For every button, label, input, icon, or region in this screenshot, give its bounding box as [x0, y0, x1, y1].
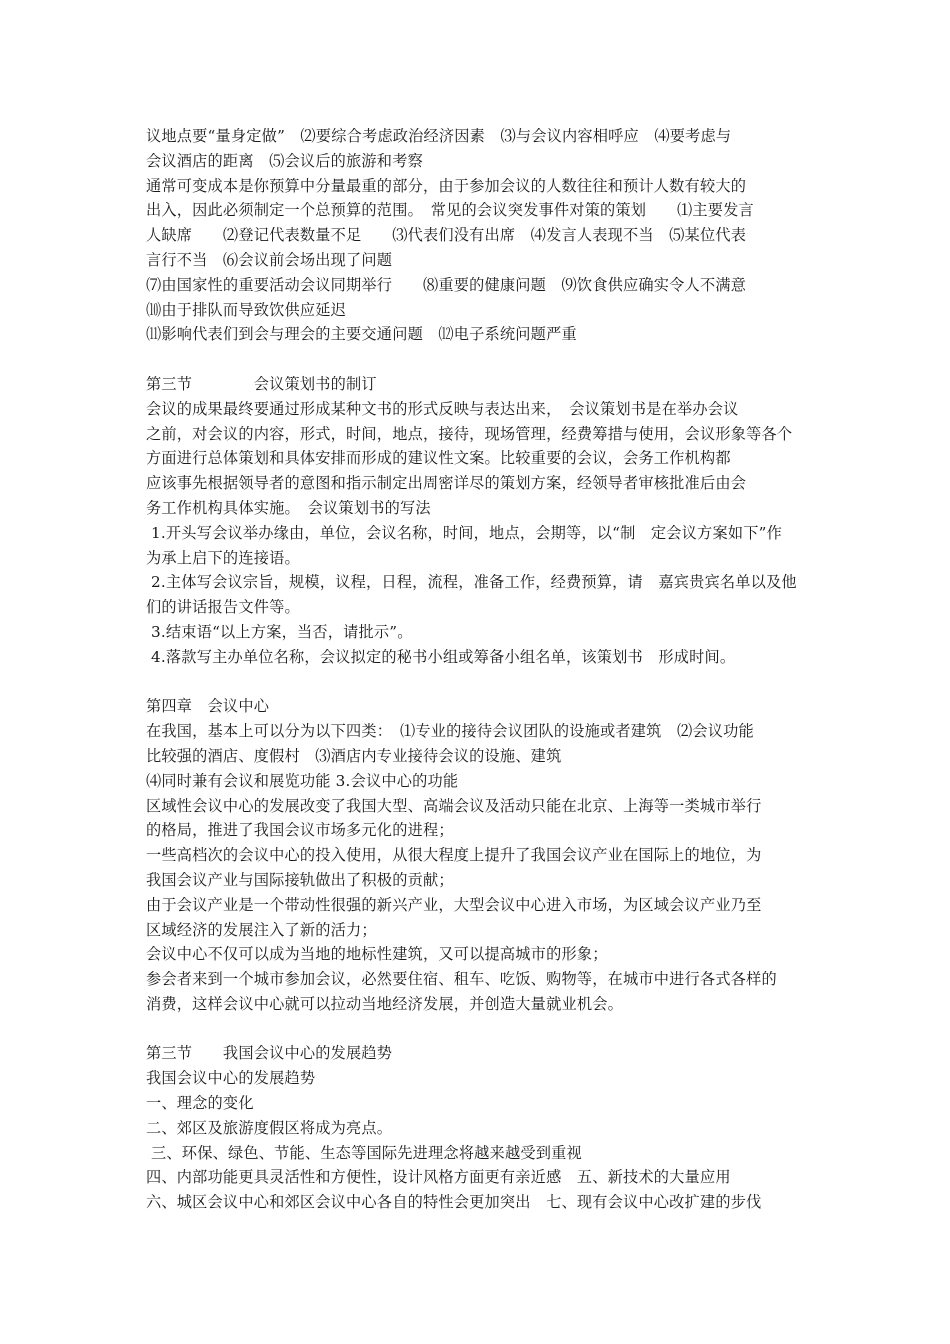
section-heading: 第三节 我国会议中心的发展趋势 [146, 1044, 393, 1063]
text-line: ⑺由国家性的重要活动会议同期举行 ⑻重要的健康问题 ⑼饮食供应确实令人不满意 [146, 275, 747, 294]
text-line: 二、郊区及旅游度假区将成为亮点。 [146, 1118, 393, 1137]
text-line: 方面进行总体策划和具体安排而形成的建议性文案。比较重要的会议，会务工作机构都 [146, 449, 731, 468]
text-line: ⑾影响代表们到会与理会的主要交通问题 ⑿电子系统问题严重 [146, 325, 577, 344]
text-line: 会议的成果最终要通过形成某种文书的形式反映与表达出来， 会议策划书是在举办会议 [146, 399, 739, 418]
text-line: 为承上启下的连接语。 [146, 548, 300, 567]
section-heading: 第三节 会议策划书的制订 [146, 374, 377, 393]
text-line: 2.主体写会议宗旨，规模，议程，日程，流程，准备工作，经费预算，请 嘉宾贵宾名单以及他 [146, 573, 797, 592]
paragraph-gap [146, 670, 810, 695]
text-line: 出入，因此必须制定一个总预算的范围。 常见的会议突发事件对策的策划 ⑴主要发言 [146, 201, 754, 220]
text-line: 会议中心不仅可以成为当地的地标性建筑，又可以提高城市的形象； [146, 945, 608, 964]
text-line: 一、理念的变化 [146, 1094, 254, 1113]
paragraph-gap [146, 1017, 810, 1042]
text-line: 我国会议产业与国际接轨做出了积极的贡献； [146, 870, 454, 889]
text-line: 4.落款写主办单位名称，会议拟定的秘书小组或筹备小组名单，该策划书 形成时间。 [146, 647, 736, 666]
text-line: 消费，这样会议中心就可以拉动当地经济发展，并创造大量就业机会。 [146, 994, 624, 1013]
text-line: 三、环保、绿色、节能、生态等国际先进理念将越来越受到重视 [146, 1143, 582, 1162]
text-line: ⑷同时兼有会议和展览功能 3.会议中心的功能 [146, 771, 459, 790]
text-line: 通常可变成本是你预算中分量最重的部分，由于参加会议的人数往往和预计人数有较大的 [146, 176, 747, 195]
text-line: 参会者来到一个城市参加会议，必然要住宿、租车、吃饭、购物等，在城市中进行各式各样的 [146, 970, 777, 989]
text-line: 一些高档次的会议中心的投入使用，从很大程度上提升了我国会议产业在国际上的地位，为 [146, 846, 762, 865]
section-heading: 第四章 会议中心 [146, 697, 270, 716]
text-line: 区域经济的发展注入了新的活力； [146, 920, 377, 939]
document-body [146, 124, 810, 1215]
text-line: 由于会议产业是一个带动性很强的新兴产业，大型会议中心进入市场，为区域会议产业乃至 [146, 895, 762, 914]
text-line: ⑽由于排队而导致饮供应延迟 [146, 300, 347, 319]
text-line: 1.开头写会议举办缘由，单位，会议名称，时间，地点，会期等，以“制 定会议方案如下”作 [146, 523, 782, 542]
text-line: 人缺席 ⑵登记代表数量不足 ⑶代表们没有出席 ⑷发言人表现不当 ⑸某位代表 [146, 226, 747, 245]
paragraph-gap [146, 347, 810, 372]
text-line: 四、内部功能更具灵活性和方便性，设计风格方面更有亲近感 五、新技术的大量应用 [146, 1168, 731, 1187]
text-line: 务工作机构具体实施。 会议策划书的写法 [146, 498, 431, 517]
text-line: 之前，对会议的内容，形式，时间，地点，接待，现场管理，经费筹措与使用，会议形象等各个 [146, 424, 793, 443]
text-line: 3.结束语“以上方案，当否，请批示”。 [146, 622, 413, 641]
text-line: 言行不当 ⑹会议前会场出现了问题 [146, 250, 393, 269]
text-line: 区域性会议中心的发展改变了我国大型、高端会议及活动只能在北京、上海等一类城市举行 [146, 796, 762, 815]
text-line: 比较强的酒店、度假村 ⑶酒店内专业接待会议的设施、建筑 [146, 746, 562, 765]
text-line: 的格局，推进了我国会议市场多元化的进程； [146, 821, 454, 840]
text-line: 议地点要“量身定做” ⑵要综合考虑政治经济因素 ⑶与会议内容相呼应 ⑷要考虑与 [146, 127, 732, 145]
text-line: 应该事先根据领导者的意图和指示制定出周密详尽的策划方案，经领导者审核批准后由会 [146, 474, 747, 493]
text-line: 我国会议中心的发展趋势 [146, 1069, 316, 1088]
text-line: 在我国，基本上可以分为以下四类： ⑴专业的接待会议团队的设施或者建筑 ⑵会议功能 [146, 722, 754, 741]
text-line: 会议酒店的距离 ⑸会议后的旅游和考察 [146, 151, 423, 170]
text-line: 六、城区会议中心和郊区会议中心各自的特性会更加突出 七、现有会议中心改扩建的步伐 [146, 1193, 762, 1212]
text-line: 们的讲话报告文件等。 [146, 598, 300, 617]
